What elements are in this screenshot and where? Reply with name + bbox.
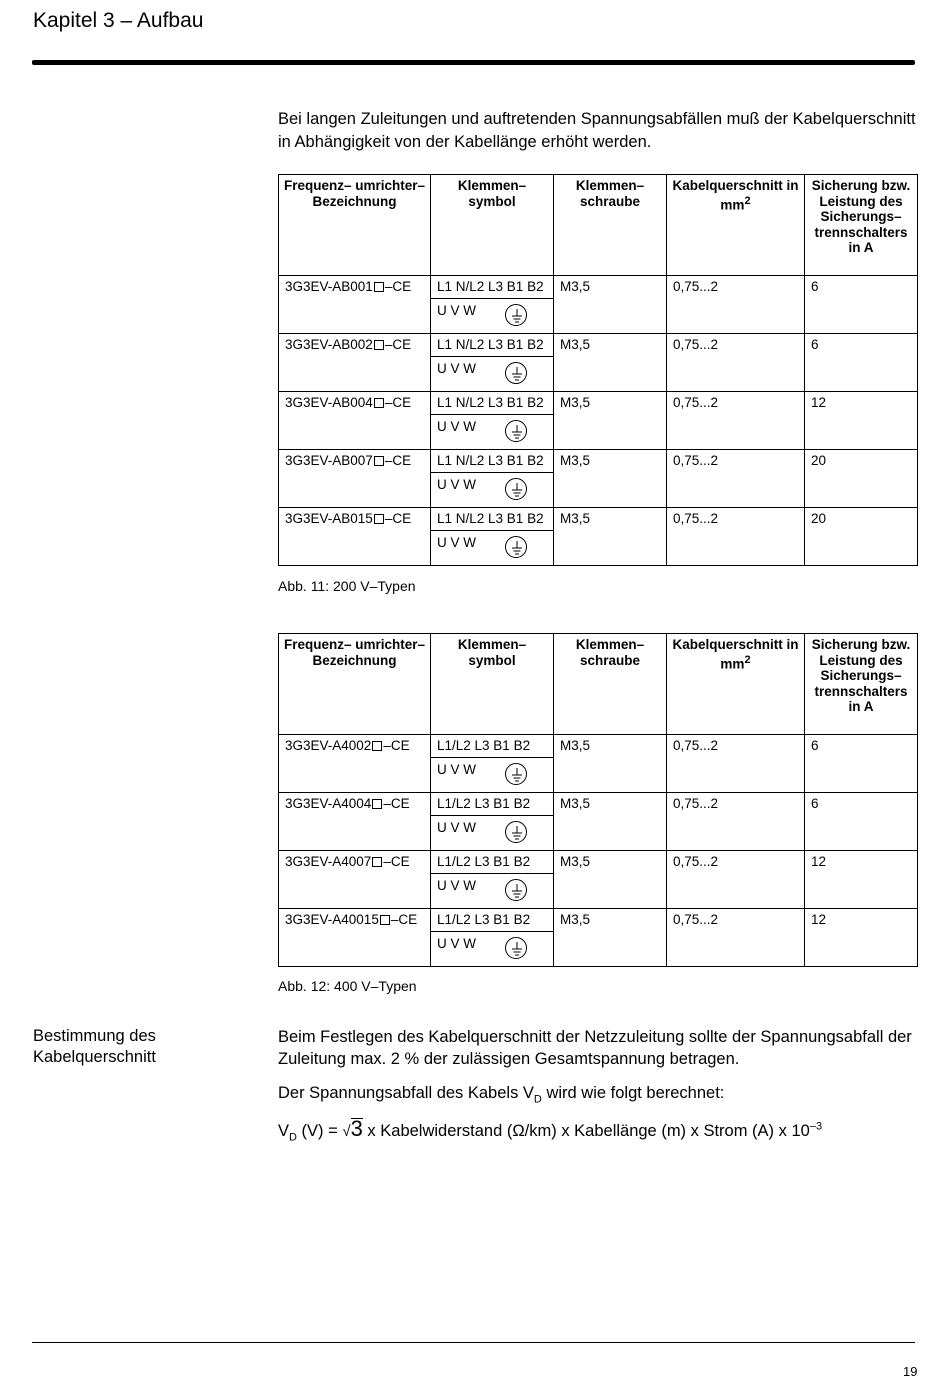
designation-cell — [279, 909, 431, 967]
table-row — [279, 276, 918, 334]
table-row — [279, 392, 918, 450]
terminal-symbol-cell — [431, 909, 554, 967]
terminal-output-label: U V W — [437, 878, 476, 893]
terminal-main: L1 N/L2 L3 B1 B2 — [431, 276, 553, 299]
formula-subscript: D — [289, 1131, 297, 1144]
terminal-screw-cell: M3,5 — [554, 793, 667, 851]
designation-cell — [279, 450, 431, 508]
terminal-output — [431, 473, 553, 507]
table-row — [279, 508, 918, 566]
table-row — [279, 909, 918, 967]
terminal-screw-cell: M3,5 — [554, 851, 667, 909]
formula-exponent: –3 — [809, 1120, 823, 1133]
terminal-output-label: U V W — [437, 936, 476, 951]
table-row — [279, 334, 918, 392]
fuse-cell: 6 — [805, 334, 918, 392]
designation-suffix: –CE — [384, 337, 412, 352]
placeholder-box-icon — [374, 456, 384, 466]
terminal-screw-cell: M3,5 — [554, 735, 667, 793]
cross-section-label: Kabelquerschnitt in mm — [672, 637, 799, 671]
placeholder-box-icon — [380, 915, 390, 925]
ground-icon — [505, 536, 527, 558]
table-row — [279, 793, 918, 851]
cross-section-cell: 0,75...2 — [667, 392, 805, 450]
designation-prefix: 3G3EV-A40015 — [285, 912, 379, 927]
ground-icon — [505, 420, 527, 442]
terminal-screw-cell: M3,5 — [554, 508, 667, 566]
terminal-main: L1/L2 L3 B1 B2 — [431, 793, 553, 816]
ground-icon — [505, 879, 527, 901]
col-header-terminal-screw: Klemmen– schraube — [554, 634, 667, 735]
fuse-cell: 12 — [805, 392, 918, 450]
placeholder-box-icon — [372, 741, 382, 751]
cross-section-label: Kabelquerschnitt in mm — [672, 178, 799, 212]
ground-icon — [505, 763, 527, 785]
terminal-symbol-cell — [431, 735, 554, 793]
table-200v-caption: Abb. 11: 200 V–Typen — [278, 578, 416, 594]
designation-prefix: 3G3EV-AB015 — [285, 511, 373, 526]
terminal-symbol-cell — [431, 851, 554, 909]
designation-cell — [279, 334, 431, 392]
terminal-output — [431, 299, 553, 333]
terminal-screw-cell: M3,5 — [554, 276, 667, 334]
table-200v — [278, 174, 918, 566]
terminal-output-label: U V W — [437, 535, 476, 550]
section-paragraph-2 — [278, 1082, 923, 1110]
table-row — [279, 735, 918, 793]
cross-section-cell: 0,75...2 — [667, 851, 805, 909]
table-header-row — [279, 175, 918, 276]
table-400v-caption: Abb. 12: 400 V–Typen — [278, 978, 417, 994]
chapter-title: Kapitel 3 – Aufbau — [33, 9, 204, 32]
designation-prefix: 3G3EV-AB004 — [285, 395, 373, 410]
col-header-terminal-symbol: Klemmen– symbol — [431, 634, 554, 735]
col-header-fuse: Sicherung bzw. Leistung des Sicherungs– trennschalters in A — [805, 175, 918, 276]
table-row — [279, 450, 918, 508]
formula-root: 3 — [350, 1116, 363, 1141]
col-header-designation: Frequenz– umrichter– Bezeichnung — [279, 634, 431, 735]
placeholder-box-icon — [374, 398, 384, 408]
placeholder-box-icon — [372, 799, 382, 809]
ground-icon — [505, 821, 527, 843]
cross-section-sup: 2 — [744, 194, 751, 207]
designation-suffix: –CE — [390, 912, 418, 927]
cross-section-cell: 0,75...2 — [667, 793, 805, 851]
terminal-symbol-cell — [431, 276, 554, 334]
fuse-cell: 12 — [805, 851, 918, 909]
designation-prefix: 3G3EV-A4007 — [285, 854, 372, 869]
designation-prefix: 3G3EV-AB001 — [285, 279, 373, 294]
table-row — [279, 851, 918, 909]
designation-prefix: 3G3EV-AB002 — [285, 337, 373, 352]
header-rule — [32, 60, 915, 65]
placeholder-box-icon — [374, 514, 384, 524]
designation-prefix: 3G3EV-AB007 — [285, 453, 373, 468]
designation-cell — [279, 793, 431, 851]
page-number: 19 — [903, 1364, 918, 1379]
col-header-terminal-screw: Klemmen– schraube — [554, 175, 667, 276]
terminal-output — [431, 758, 553, 792]
section-paragraph-1: Beim Festlegen des Kabelquerschnitt der Netzzuleitung sollte der Spannungsabfall der Zuleitung max. 2 % der zulässigen Gesamtspannung betragen. — [278, 1028, 912, 1068]
para2-text-post: wird wie folgt berechnet: — [541, 1084, 725, 1102]
terminal-main: L1 N/L2 L3 B1 B2 — [431, 334, 553, 357]
terminal-main: L1 N/L2 L3 B1 B2 — [431, 508, 553, 531]
sqrt-icon: √ — [342, 1123, 351, 1140]
terminal-symbol-cell — [431, 508, 554, 566]
terminal-output — [431, 531, 553, 565]
designation-suffix: –CE — [383, 738, 410, 753]
fuse-cell: 6 — [805, 276, 918, 334]
terminal-output-label: U V W — [437, 820, 476, 835]
voltage-drop-formula — [278, 1118, 822, 1143]
terminal-main: L1/L2 L3 B1 B2 — [431, 851, 553, 874]
cross-section-cell: 0,75...2 — [667, 276, 805, 334]
cross-section-sup: 2 — [744, 653, 751, 666]
designation-suffix: –CE — [383, 796, 410, 811]
placeholder-box-icon — [374, 340, 384, 350]
col-header-cross-section — [667, 175, 805, 276]
formula-mid: (V) = — [296, 1122, 343, 1140]
terminal-output-label: U V W — [437, 419, 476, 434]
cross-section-cell: 0,75...2 — [667, 909, 805, 967]
designation-suffix: –CE — [383, 854, 410, 869]
cross-section-cell: 0,75...2 — [667, 508, 805, 566]
cross-section-cell: 0,75...2 — [667, 334, 805, 392]
terminal-symbol-cell — [431, 392, 554, 450]
terminal-output — [431, 874, 553, 908]
terminal-symbol-cell — [431, 450, 554, 508]
ground-icon — [505, 362, 527, 384]
terminal-screw-cell: M3,5 — [554, 909, 667, 967]
section-side-label: Bestimmung des Kabelquerschnitt — [33, 1027, 156, 1066]
table-header-row — [279, 634, 918, 735]
designation-cell — [279, 508, 431, 566]
fuse-cell: 20 — [805, 508, 918, 566]
terminal-output — [431, 932, 553, 966]
designation-cell — [279, 851, 431, 909]
designation-prefix: 3G3EV-A4002 — [285, 738, 372, 753]
formula-v: V — [278, 1122, 290, 1140]
terminal-screw-cell: M3,5 — [554, 450, 667, 508]
cross-section-cell: 0,75...2 — [667, 450, 805, 508]
terminal-output — [431, 816, 553, 850]
terminal-main: L1 N/L2 L3 B1 B2 — [431, 450, 553, 473]
para2-text-pre: Der Spannungsabfall des Kabels V — [278, 1084, 534, 1102]
terminal-output-label: U V W — [437, 303, 476, 318]
formula-rest: x Kabelwiderstand (Ω/km) x Kabellänge (m) x Strom (A) x 10 — [362, 1122, 810, 1140]
fuse-cell: 6 — [805, 735, 918, 793]
ground-icon — [505, 478, 527, 500]
designation-suffix: –CE — [384, 279, 412, 294]
intro-paragraph: Bei langen Zuleitungen und auftretenden Spannungsabfällen muß der Kabelquerschnitt in Abhängigkeit von der Kabellänge erhöht werden. — [278, 110, 916, 151]
terminal-main: L1 N/L2 L3 B1 B2 — [431, 392, 553, 415]
designation-suffix: –CE — [384, 395, 412, 410]
terminal-output-label: U V W — [437, 361, 476, 376]
terminal-output-label: U V W — [437, 477, 476, 492]
ground-icon — [505, 304, 527, 326]
designation-cell — [279, 276, 431, 334]
col-header-designation: Frequenz– umrichter– Bezeichnung — [279, 175, 431, 276]
designation-cell — [279, 735, 431, 793]
designation-cell — [279, 392, 431, 450]
terminal-output-label: U V W — [437, 762, 476, 777]
terminal-screw-cell: M3,5 — [554, 392, 667, 450]
terminal-screw-cell: M3,5 — [554, 334, 667, 392]
col-header-fuse: Sicherung bzw. Leistung des Sicherungs– trennschalters in A — [805, 634, 918, 735]
designation-suffix: –CE — [384, 453, 412, 468]
terminal-main: L1/L2 L3 B1 B2 — [431, 735, 553, 758]
footer-rule — [32, 1342, 915, 1343]
terminal-symbol-cell — [431, 793, 554, 851]
cross-section-cell: 0,75...2 — [667, 735, 805, 793]
terminal-symbol-cell — [431, 334, 554, 392]
designation-suffix: –CE — [384, 511, 412, 526]
designation-prefix: 3G3EV-A4004 — [285, 796, 372, 811]
terminal-main: L1/L2 L3 B1 B2 — [431, 909, 553, 932]
terminal-output — [431, 415, 553, 449]
fuse-cell: 6 — [805, 793, 918, 851]
table-400v — [278, 633, 918, 967]
col-header-terminal-symbol: Klemmen– symbol — [431, 175, 554, 276]
fuse-cell: 12 — [805, 909, 918, 967]
placeholder-box-icon — [374, 282, 384, 292]
placeholder-box-icon — [372, 857, 382, 867]
fuse-cell: 20 — [805, 450, 918, 508]
para2-subscript: D — [533, 1093, 542, 1106]
col-header-cross-section — [667, 634, 805, 735]
terminal-output — [431, 357, 553, 391]
ground-icon — [505, 937, 527, 959]
